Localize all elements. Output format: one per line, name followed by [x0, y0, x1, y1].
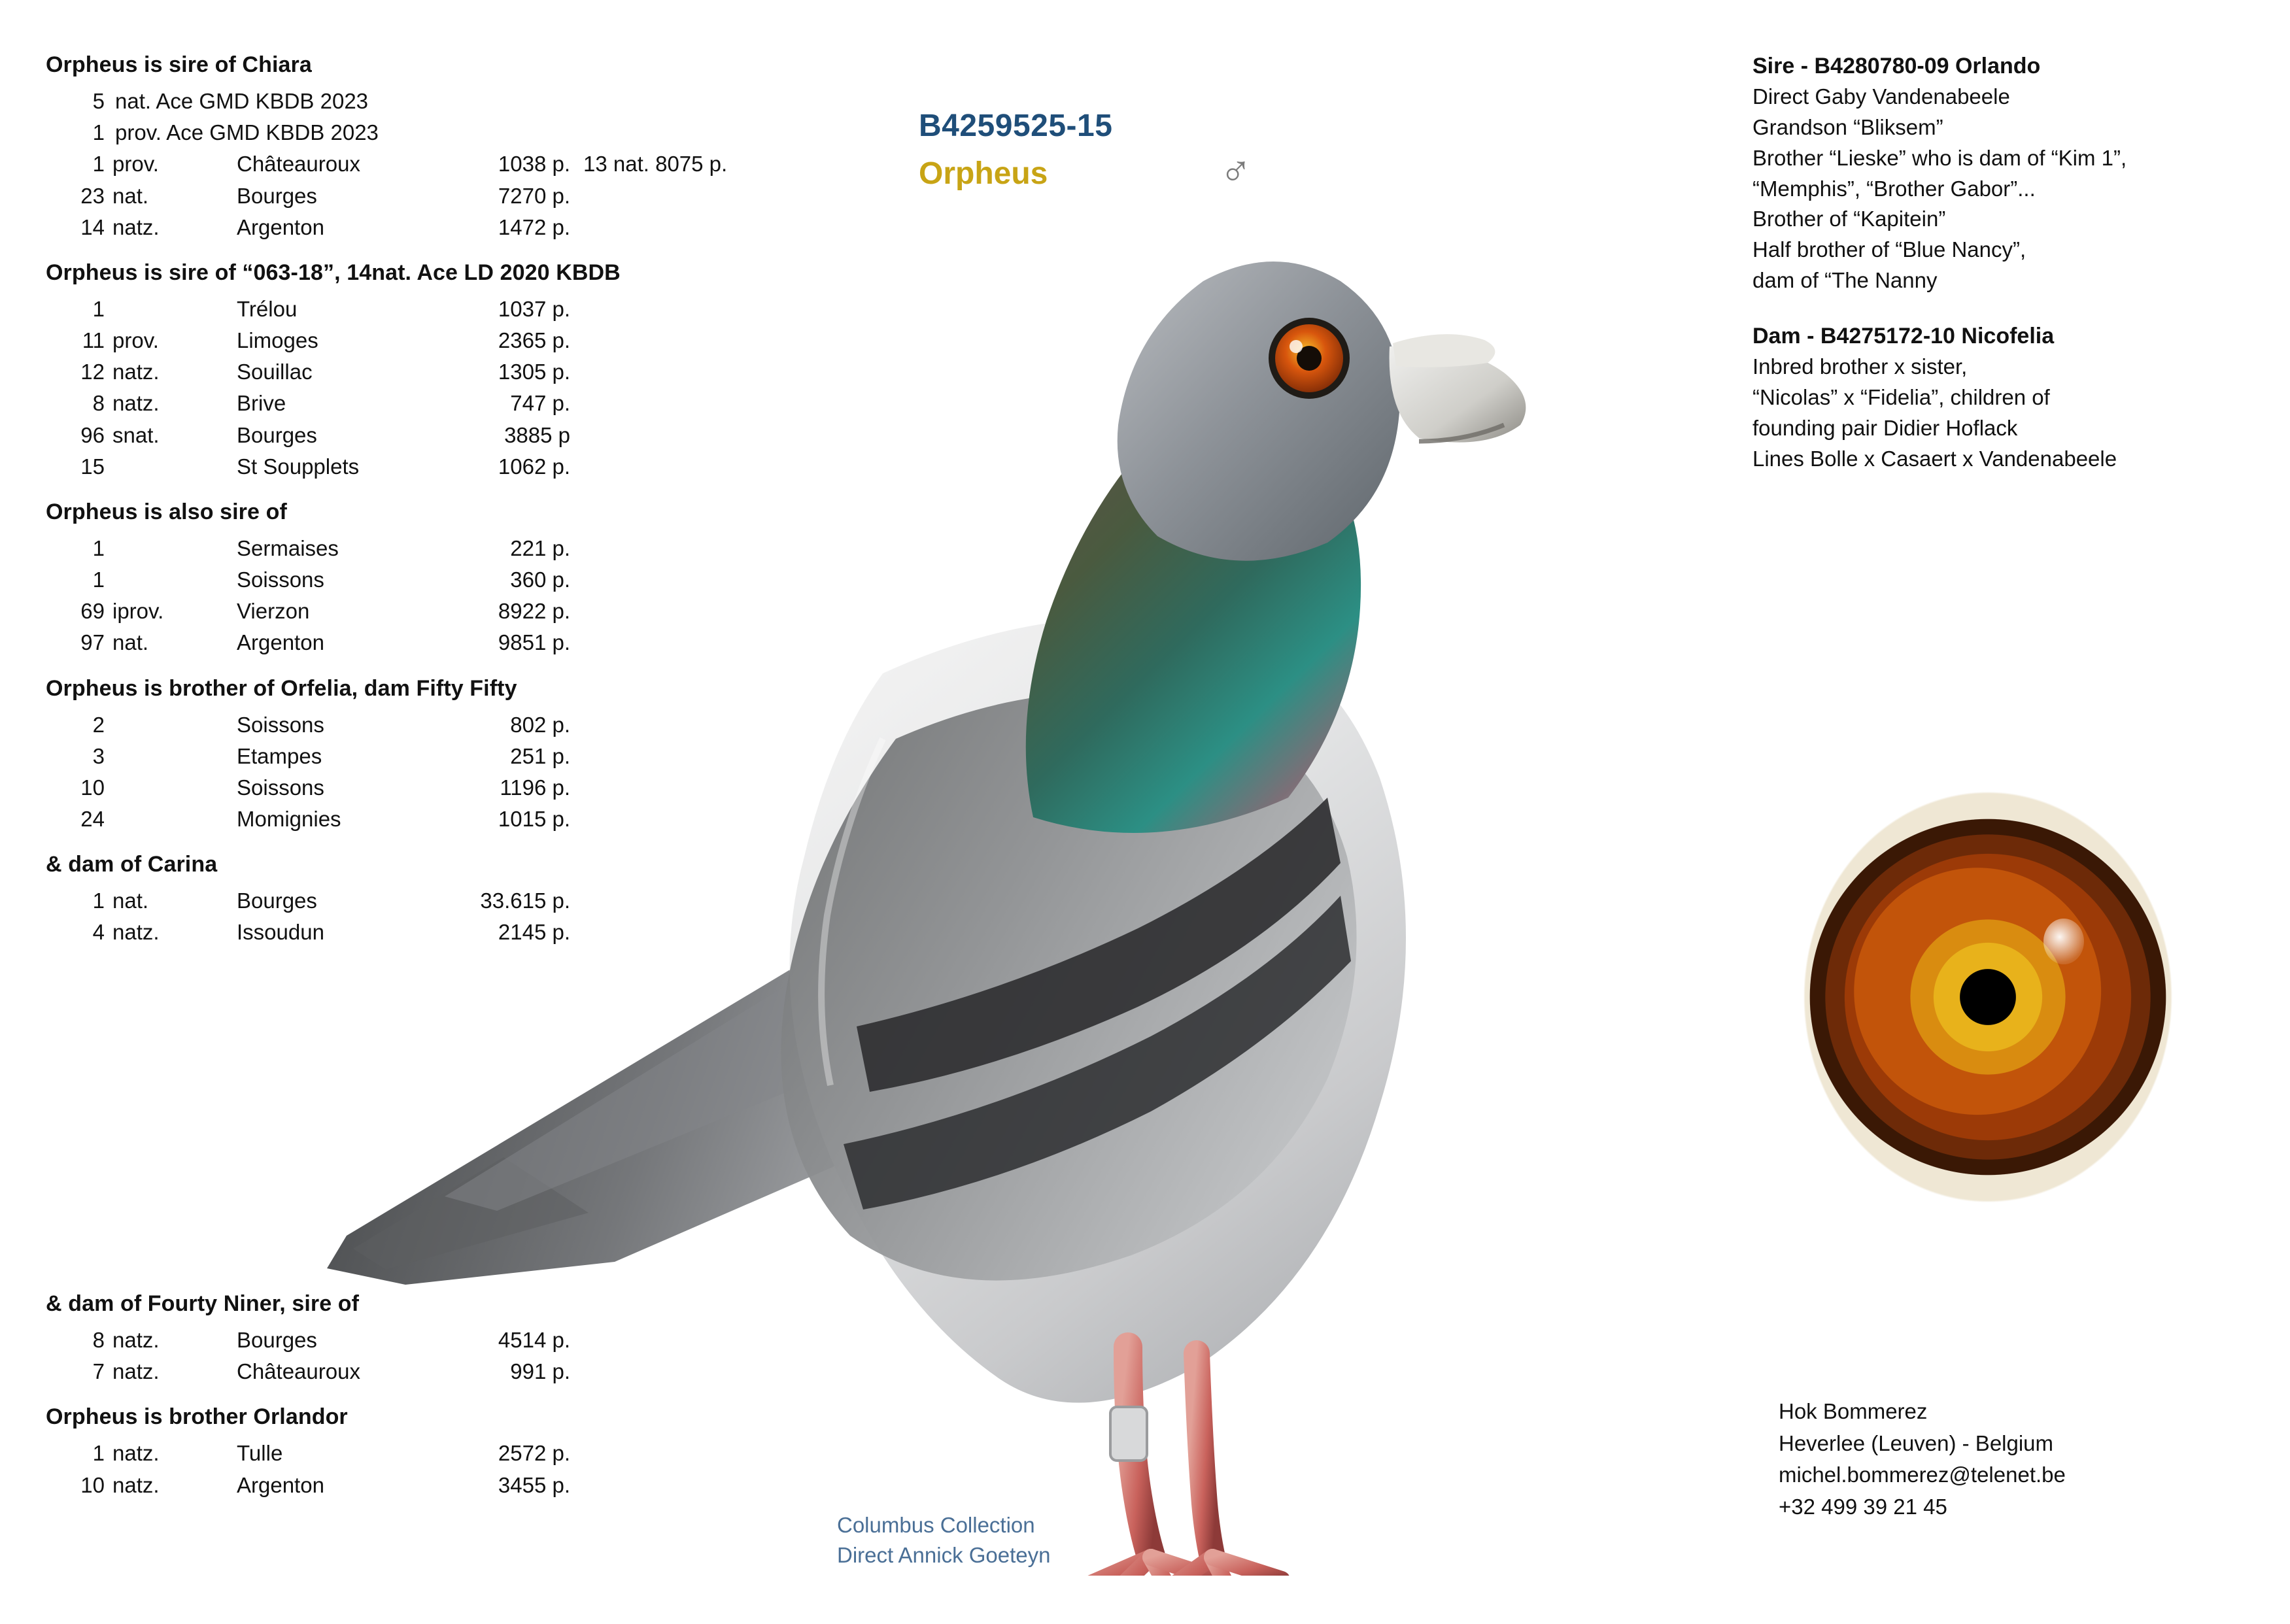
result-row — [46, 356, 889, 388]
result-race: Bourges — [237, 422, 317, 447]
ace-text: nat. Ace GMD KBDB 2023 — [115, 89, 369, 113]
ace-position: 1 — [92, 120, 105, 145]
result-position: 97 — [80, 630, 105, 655]
result-race: Bourges — [237, 183, 317, 208]
results-section — [46, 260, 889, 482]
result-participants: 1038 p. — [498, 152, 570, 177]
credit-line: Columbus Collection — [837, 1513, 1035, 1537]
results-section-title: & dam of Fourty Niner, sire of — [46, 1291, 360, 1316]
left-results-column — [46, 52, 889, 966]
result-race: Vierzon — [237, 599, 310, 624]
result-category: natz. — [112, 920, 160, 945]
parent-line: founding pair Didier Hoflack — [1752, 415, 2018, 440]
result-row — [46, 804, 889, 835]
result-race: Châteauroux — [237, 1359, 360, 1384]
result-row — [46, 741, 889, 772]
result-race: Trélou — [237, 296, 298, 321]
ace-text: prov. Ace GMD KBDB 2023 — [115, 120, 379, 145]
result-row — [46, 325, 889, 356]
contact-email[interactable]: michel.bommerez@telenet.be — [1779, 1463, 2066, 1487]
result-category: natz. — [112, 1328, 160, 1352]
result-row — [46, 596, 889, 627]
results-section-title: & dam of Carina — [46, 852, 218, 877]
result-category — [112, 294, 237, 325]
result-race: Tulle — [237, 1441, 283, 1466]
result-position: 1 — [92, 567, 105, 592]
result-category: nat. — [112, 630, 149, 655]
result-position: 1 — [92, 152, 105, 177]
result-race: Limoges — [237, 328, 318, 353]
result-race: Argenton — [237, 214, 324, 239]
result-race: Sermaises — [237, 535, 339, 560]
result-participants: 2572 p. — [498, 1441, 570, 1466]
result-category — [112, 564, 237, 596]
result-row — [46, 388, 889, 419]
parent-line: Lines Bolle x Casaert x Vandenabeele — [1752, 446, 2117, 471]
result-participants: 1472 p. — [498, 214, 570, 239]
parent-line: dam of “The Nanny — [1752, 268, 1938, 293]
result-position: 24 — [80, 807, 105, 832]
result-category: nat. — [112, 183, 149, 208]
results-section — [46, 499, 889, 659]
result-position: 11 — [82, 328, 105, 353]
result-position: 8 — [92, 391, 105, 416]
result-category: natz. — [112, 214, 160, 239]
result-row — [46, 885, 889, 917]
result-category — [112, 451, 237, 482]
result-participants: 991 p. — [510, 1359, 570, 1384]
result-race: St Soupplets — [237, 454, 360, 479]
parent-line: Brother of “Kapitein” — [1752, 207, 1946, 231]
result-participants: 1015 p. — [498, 807, 570, 832]
results-section-title: Orpheus is brother of Orfelia, dam Fifty Fifty — [46, 675, 517, 701]
result-category: natz. — [112, 360, 160, 384]
results-section — [46, 852, 889, 948]
result-row — [46, 1438, 889, 1469]
eye-photo — [1730, 709, 2246, 1285]
parent-line: “Nicolas” x “Fidelia”, children of — [1752, 384, 2050, 409]
result-participants: 33.615 p. — [480, 888, 570, 913]
result-position: 10 — [80, 1472, 105, 1497]
result-row — [46, 564, 889, 596]
result-position: 3 — [92, 743, 105, 768]
parent-block — [1752, 324, 2249, 474]
ace-row — [46, 117, 889, 148]
result-category — [112, 741, 237, 772]
result-category — [112, 533, 237, 564]
result-row — [46, 1325, 889, 1356]
result-row — [46, 772, 889, 804]
parent-title: Sire - B4280780-09 Orlando — [1752, 54, 2041, 78]
contact-line: Hok Bommerez — [1779, 1399, 1928, 1423]
result-position: 8 — [92, 1328, 105, 1352]
parent-line: Half brother of “Blue Nancy”, — [1752, 237, 2026, 262]
parent-title: Dam - B4275172-10 Nicofelia — [1752, 324, 2055, 349]
result-participants: 1196 p. — [500, 775, 570, 800]
pedigree-parents-column — [1752, 54, 2249, 501]
ace-row — [46, 86, 889, 117]
result-position: 1 — [92, 1441, 105, 1466]
result-position: 1 — [92, 296, 105, 321]
result-row — [46, 1356, 889, 1387]
result-category — [112, 804, 237, 835]
result-participants: 2145 p. — [498, 920, 570, 945]
result-position: 12 — [80, 360, 105, 384]
result-extra: 13 nat. 8075 p. — [583, 152, 728, 177]
result-row — [46, 1470, 889, 1501]
parent-line: Inbred brother x sister, — [1752, 354, 1968, 379]
results-section-title: Orpheus is brother Orlandor — [46, 1404, 348, 1430]
result-race: Issoudun — [237, 920, 324, 945]
result-category: natz. — [112, 1359, 160, 1384]
result-race: Soissons — [237, 567, 324, 592]
result-participants: 3885 p — [504, 422, 570, 447]
result-participants: 1062 p. — [498, 454, 570, 479]
result-participants: 4514 p. — [498, 1328, 570, 1352]
results-section-title: Orpheus is sire of Chiara — [46, 52, 312, 77]
result-position: 4 — [92, 920, 105, 945]
result-category: prov. — [112, 328, 159, 353]
result-race: Brive — [237, 391, 286, 416]
result-position: 14 — [80, 214, 105, 239]
result-participants: 9851 p. — [498, 630, 570, 655]
result-category — [112, 772, 237, 804]
result-row — [46, 148, 889, 180]
result-position: 69 — [80, 599, 105, 624]
result-participants: 1305 p. — [498, 360, 570, 384]
bird-identity — [919, 108, 1376, 195]
result-row — [46, 709, 889, 741]
results-section — [46, 676, 889, 836]
result-participants: 3455 p. — [498, 1472, 570, 1497]
result-category: snat. — [112, 422, 160, 447]
result-category — [112, 709, 237, 741]
result-participants: 251 p. — [510, 743, 570, 768]
result-participants: 1037 p. — [498, 296, 570, 321]
results-section-title: Orpheus is sire of “063-18”, 14nat. Ace LD 2020 KBDB — [46, 260, 621, 285]
result-race: Châteauroux — [237, 152, 360, 177]
result-race: Souillac — [237, 360, 313, 384]
result-participants: 221 p. — [510, 535, 570, 560]
parent-block — [1752, 54, 2249, 296]
ace-position: 5 — [92, 89, 105, 113]
result-category: natz. — [112, 391, 160, 416]
gender-male-icon: ♂ — [1220, 146, 1252, 195]
result-position: 1 — [92, 888, 105, 913]
left-results-column-bottom — [46, 1291, 889, 1518]
credit-block — [837, 1510, 1051, 1570]
result-participants: 8922 p. — [498, 599, 570, 624]
credit-line: Direct Annick Goeteyn — [837, 1542, 1051, 1567]
result-race: Soissons — [237, 775, 324, 800]
result-race: Argenton — [237, 630, 324, 655]
result-race: Bourges — [237, 1328, 317, 1352]
result-race: Etampes — [237, 743, 322, 768]
parent-line: “Memphis”, “Brother Gabor”... — [1752, 176, 2036, 201]
contact-block — [1779, 1396, 2066, 1523]
result-row — [46, 180, 889, 212]
result-row — [46, 917, 889, 948]
result-participants: 747 p. — [510, 391, 570, 416]
result-position: 7 — [92, 1359, 105, 1384]
result-category: natz. — [112, 1472, 160, 1497]
result-position: 10 — [80, 775, 105, 800]
result-participants: 2365 p. — [498, 328, 570, 353]
result-position: 23 — [80, 183, 105, 208]
eye-mask — [1723, 703, 2253, 1291]
result-row — [46, 420, 889, 451]
result-race: Argenton — [237, 1472, 324, 1497]
result-participants: 7270 p. — [498, 183, 570, 208]
result-position: 96 — [80, 422, 105, 447]
result-row — [46, 533, 889, 564]
result-position: 2 — [92, 712, 105, 737]
results-section — [46, 52, 889, 243]
result-category: prov. — [112, 152, 159, 177]
result-participants: 802 p. — [510, 712, 570, 737]
result-position: 15 — [80, 454, 105, 479]
result-position: 1 — [92, 535, 105, 560]
result-category: iprov. — [112, 599, 164, 624]
results-section — [46, 1404, 889, 1500]
band-number: B4259525-15 — [919, 109, 1113, 143]
results-section-title: Orpheus is also sire of — [46, 499, 287, 524]
result-race: Soissons — [237, 712, 324, 737]
result-participants: 360 p. — [510, 567, 570, 592]
contact-line: +32 499 39 21 45 — [1779, 1494, 1947, 1519]
result-row — [46, 451, 889, 482]
result-race: Momignies — [237, 807, 341, 832]
bird-name: Orpheus — [919, 156, 1048, 191]
result-row — [46, 294, 889, 325]
parent-line: Grandson “Bliksem” — [1752, 114, 1943, 139]
parent-line: Brother “Lieske” who is dam of “Kim 1”, — [1752, 145, 2127, 170]
result-race: Bourges — [237, 888, 317, 913]
results-section — [46, 1291, 889, 1387]
contact-line: Heverlee (Leuven) - Belgium — [1779, 1430, 2054, 1455]
result-row — [46, 627, 889, 658]
result-category: nat. — [112, 888, 149, 913]
result-row — [46, 212, 889, 243]
result-category: natz. — [112, 1441, 160, 1466]
parent-line: Direct Gaby Vandenabeele — [1752, 84, 2010, 109]
